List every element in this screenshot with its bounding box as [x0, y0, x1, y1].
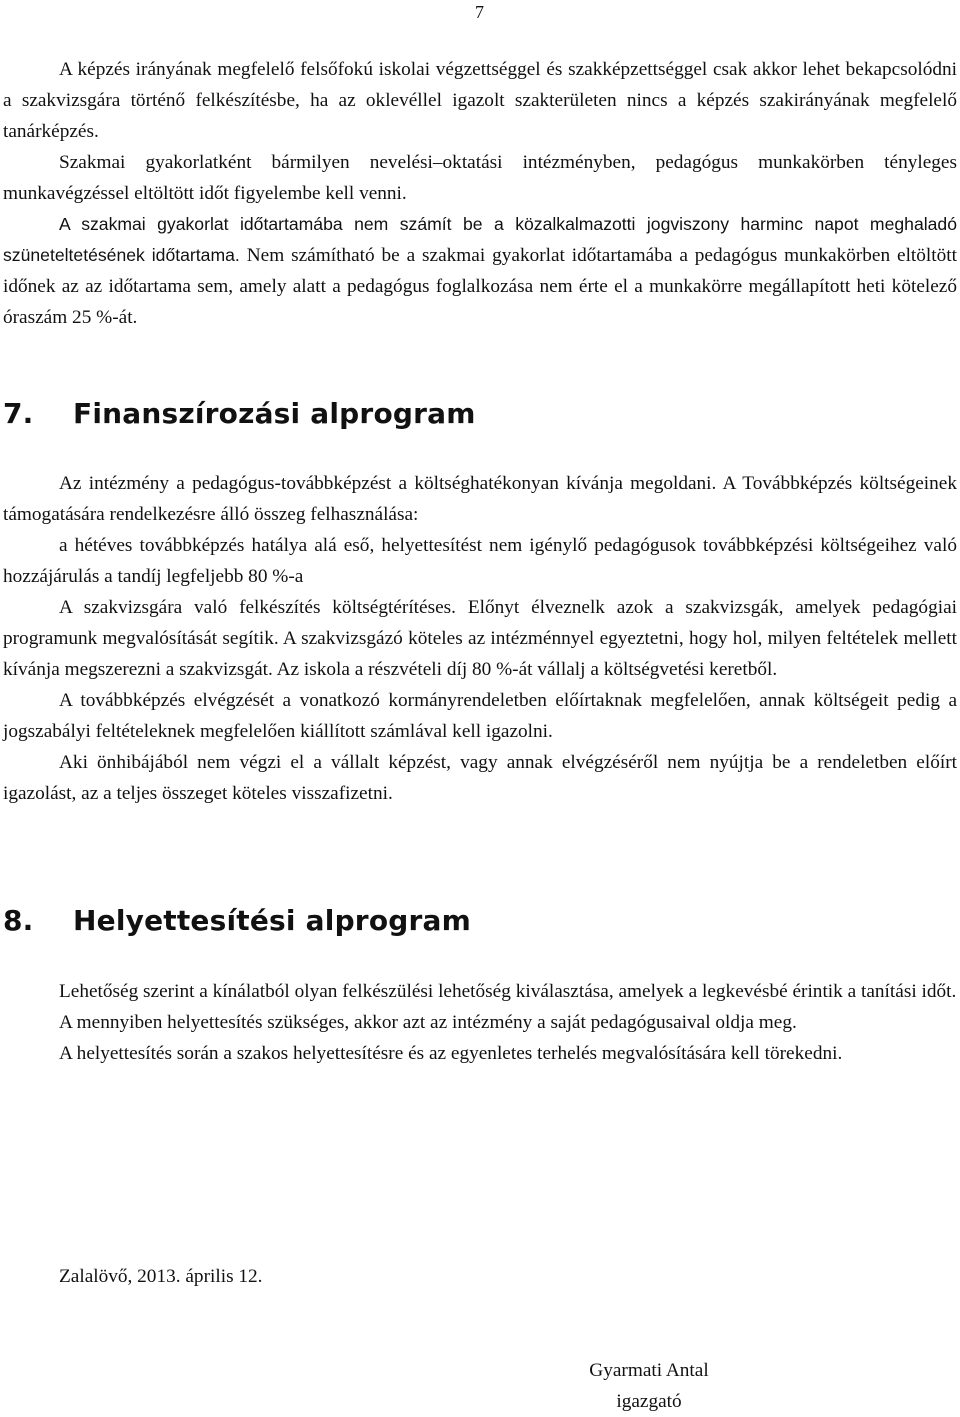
- intro-paragraph-3: [3, 209, 957, 333]
- section-8-title: Helyettesítési alprogram: [73, 904, 471, 937]
- intro-paragraph-2: Szakmai gyakorlatként bármilyen nevelési–oktatási intézményben, pedagógus munkakörben tényleges munkavégzéssel eltöltött időt figyelembe kell venni.: [3, 152, 957, 204]
- intro-paragraph-1: A képzés irányának megfelelő felsőfokú iskolai végzettséggel és szakképzettséggel csak akkor lehet bekapcsolódni a szakvizsgára történő felkészítésbe, ha az oklevéllel igazolt szakterületen nincs a képzés szakirányának megfelelő tanárképzés.: [3, 59, 957, 142]
- section-8-body: [3, 976, 957, 1069]
- section-7-body: [3, 468, 957, 809]
- section-7-paragraph-3: A szakvizsgára való felkészítés költségtérítéses. Előnyt élveznelk azok a szakvizsgák, amelyek pedagógiai programunk megvalósítását segítik. A szakvizsgázó köteles az intézménnyel egyeztetni, hogy hol, milyen feltételek mellett kívánja megszerezni a szakvizsgát. Az iskola a részvételi díj 80 %-át vállalj a költségvetési keretből.: [3, 597, 957, 680]
- intro-section: [3, 54, 957, 333]
- section-8-heading: [3, 901, 957, 941]
- section-7-title: Finanszírozási alprogram: [73, 397, 476, 430]
- section-7-heading: [3, 394, 957, 434]
- signature-block: [574, 1355, 724, 1417]
- intro-paragraph-3b: Nem számítható be a szakmai gyakorlat időtartamába a pedagógus munkakörben eltöltött időnek az az időtartama sem, amely alatt a pedagógus foglalkozása nem érte el a munkakörre megállapított heti kötelező óraszám 25 %-át.: [3, 245, 957, 328]
- section-7-paragraph-5: Aki önhibájából nem végzi el a vállalt képzést, vagy annak elvégzéséről nem nyújtja be a rendeletben előírt igazolást, az a teljes összeget köteles visszafizetni.: [3, 752, 957, 804]
- intro-paragraph-3a: A szakmai gyakorlat időtartamába nem számít be a közalkalmazotti jogviszony harminc napot meghaladó szüneteltetésének időtartama.: [3, 214, 957, 265]
- place-and-date: Zalalövő, 2013. április 12.: [59, 1266, 263, 1287]
- section-7-paragraph-4: A továbbképzés elvégzését a vonatkozó kormányrendeletben előírtaknak megfelelően, annak költségeit pedig a jogszabályi feltételeknek megfelelően kiállított számlával kell igazolni.: [3, 690, 957, 742]
- section-8-paragraph-2: A mennyiben helyettesítés szükséges, akkor azt az intézmény a saját pedagógusaival oldja meg.: [59, 1012, 797, 1033]
- section-7-paragraph-2: a hétéves továbbképzés hatálya alá eső, helyettesítést nem igénylő pedagógusok továbbképzési költségeihez való hozzájárulás a tandíj legfeljebb 80 %-a: [3, 535, 957, 587]
- section-8-paragraph-3: A helyettesítés során a szakos helyettesítésre és az egyenletes terhelés megvalósítására kell törekedni.: [59, 1043, 843, 1064]
- section-8-paragraph-1: Lehetőség szerint a kínálatból olyan felkészülési lehetőség kiválasztása, amelyek a legkevésbé érintik a tanítási időt.: [59, 981, 957, 1002]
- signer-name: Gyarmati Antal: [589, 1360, 709, 1381]
- page-number: 7: [475, 2, 484, 22]
- section-7-paragraph-1: Az intézmény a pedagógus-továbbképzést a költséghatékonyan kívánja megoldani. A Továbbképzés költségeinek támogatására rendelkezésre álló összeg felhasználása:: [3, 473, 957, 525]
- section-7-number: 7.: [3, 397, 34, 430]
- section-8-number: 8.: [3, 904, 34, 937]
- signer-title: igazgató: [616, 1391, 682, 1412]
